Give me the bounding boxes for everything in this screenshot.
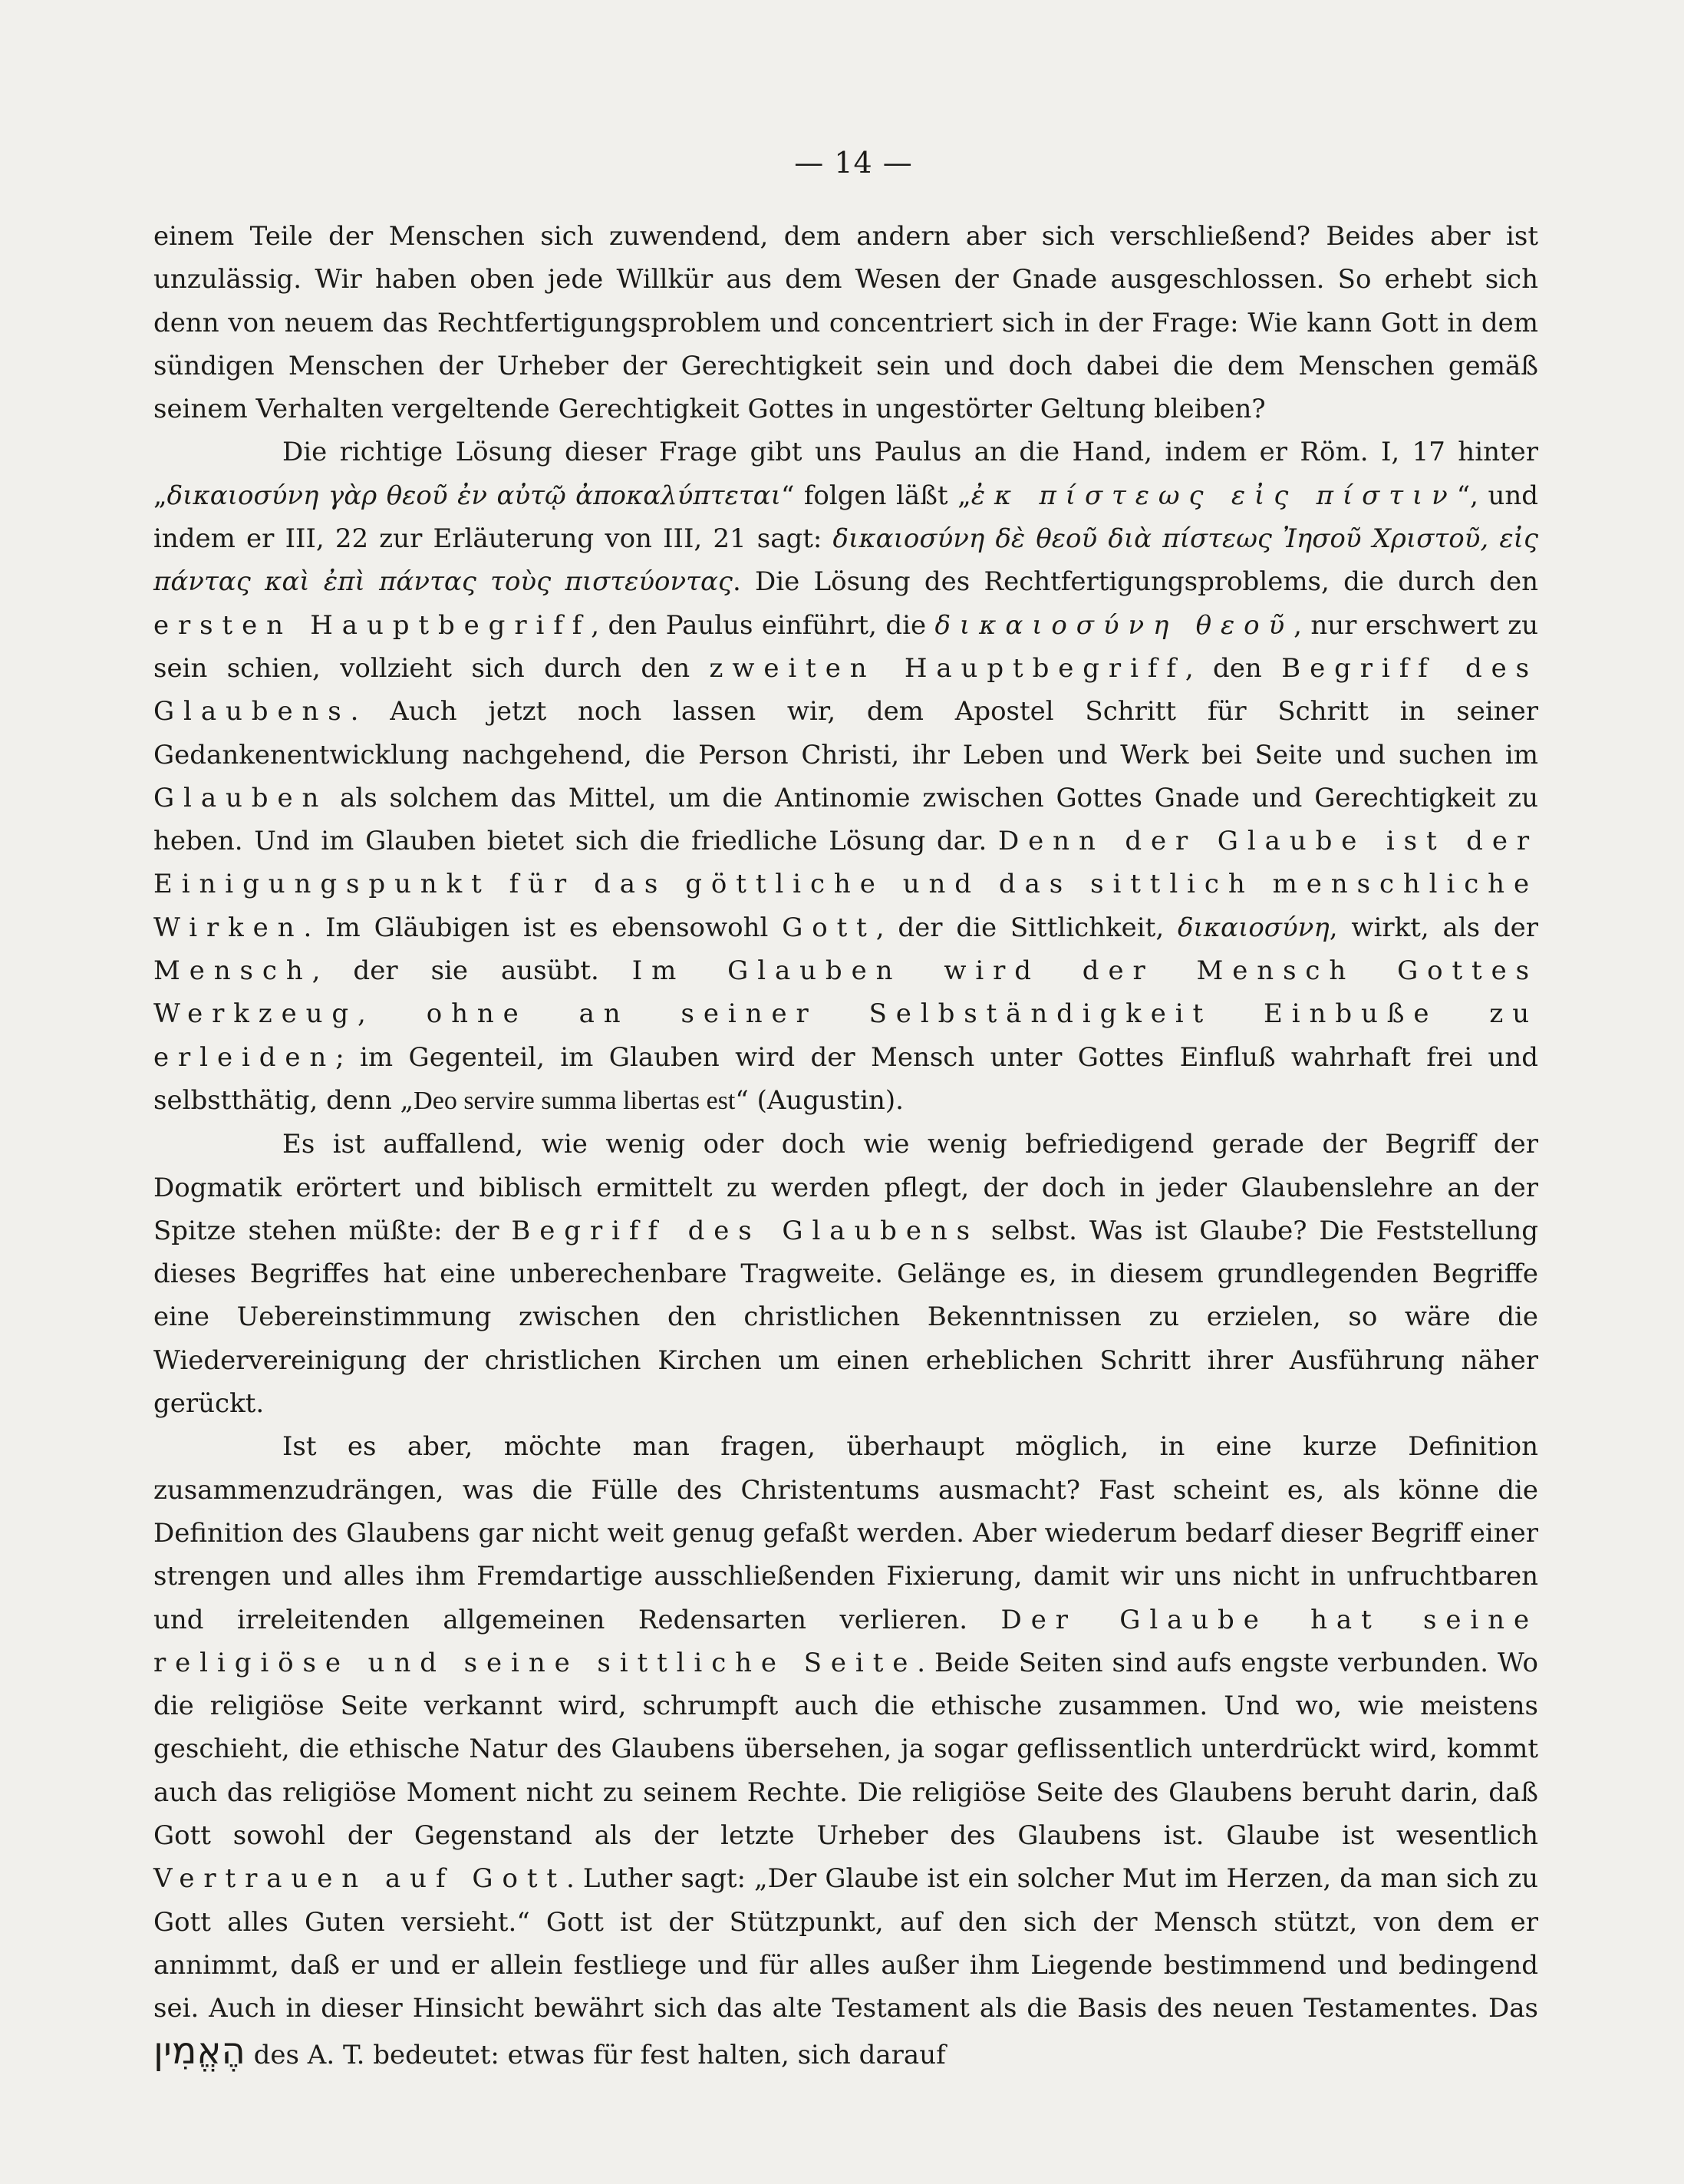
- emphasis-text: δικαιοσύνη γὰρ θεοῦ ἐν αὐτῷ ἀποκαλύπτεται: [166, 480, 781, 511]
- text-run: . Die Lösung des Rechtfertigungsproblems, die durch den: [732, 566, 1539, 598]
- text-run: Ist es aber, möchte man fragen, überhaupt möglich, in eine kurze Definition zusammenzudrängen, was die Fülle des Christentums ausmacht? Fast scheint es, als könne die Definition des Glaubens gar nicht weit genug gefaßt werden. Aber wiederum bedarf dieser Begriff einer strengen und alles ihm Fremdartige ausschließenden Fixierung, damit wir uns nicht in unfruchtbaren und irreleitenden allgemeinen Redensarten verlieren.: [153, 1431, 1538, 1635]
- emphasis-text: Glauben: [153, 782, 328, 813]
- text-run: , den Paulus einführt, die: [591, 609, 935, 641]
- emphasis-text: Denn der Glaube ist der Einigungspunkt für das göttliche und das sittlich menschliche Wirken: [153, 826, 1538, 943]
- text-run: Es ist auffallend, wie wenig oder doch wie wenig befriedigend gerade der Begriff der Dogmatik erörtert und biblisch ermittelt zu werden pflegt, der doch in jeder Glaubenslehre an der Spitze stehen müßte: der: [153, 1129, 1538, 1246]
- text-run: . Luther sagt: „Der Glaube ist ein solcher Mut im Herzen, da man sich zu Gott alles Guten versieht.“ Gott ist der Stützpunkt, auf den sich der Mensch stützt, von dem er annimmt, daß er und er allein festliege und für alles außer ihm Liegende bestimmend und bedingend sei. Auch in dieser Hinsicht bewährt sich das alte Testament als die Basis des neuen Testamentes. Das: [153, 1863, 1538, 2024]
- text-run: “ folgen läßt „: [780, 480, 971, 511]
- text-run: , nur erschwert zu sein schien, vollzieht sich durch den: [153, 609, 1539, 684]
- emphasis-text: Deo servire summa libertas est: [414, 1086, 736, 1115]
- emphasis-text: δικαιοσύνη δὲ θεοῦ διὰ πίστεως Ἰησοῦ Χριστοῦ, εἰς πάντας καὶ ἐπὶ πάντας τοὺς πιστεύοντας: [153, 523, 1538, 598]
- emphasis-text: Der Glaube hat seine religiöse und seine sittliche Seite: [153, 1604, 1538, 1678]
- emphasis-text: Vertrauen auf Gott: [153, 1863, 566, 1895]
- text-run: . Im Gläubigen ist es ebensowohl: [303, 912, 783, 943]
- emphasis-text: Begriff des Glaubens: [153, 652, 1538, 727]
- emphasis-text: Begriff des Glaubens: [511, 1215, 980, 1246]
- emphasis-text: zweiten Hauptbegriff: [709, 652, 1185, 684]
- text-run: , der sie ausübt.: [311, 955, 632, 987]
- emphasis-text: ἐκ πίστεως εἰς πίστιν: [971, 480, 1457, 511]
- text-run: , den: [1185, 652, 1282, 684]
- emphasis-text: הֶאֱמִין: [153, 2030, 246, 2073]
- text-run: selbst. Was ist Glaube? Die Feststellung dieses Begriffes hat eine unberechenbare Tragweite. Gelänge es, in diesem grundlegenden Begriffe eine Uebereinstimmung zwischen den christlichen Bekenntnissen zu erzielen, so wäre die Wiedervereinigung der christlichen Kirchen um einen erheblichen Schritt ihrer Ausführung näher gerückt.: [153, 1215, 1538, 1420]
- paragraph-p3: [153, 1123, 1538, 1425]
- text-run: . Auch jetzt noch lassen wir, dem Apostel Schritt für Schritt in seiner Gedankenentwicklung nachgehend, die Person Christi, ihr Leben und Werk bei Seite und suchen im: [153, 696, 1538, 770]
- paragraph-p4: [153, 1425, 1538, 2077]
- page-number: — 14 —: [794, 146, 913, 180]
- text-run: einem Teile der Menschen sich zuwendend, dem andern aber sich verschließend? Beides aber ist unzulässig. Wir haben oben jede Willkür aus dem Wesen der Gnade ausgeschlossen. So erhebt sich denn von neuem das Rechtfertigungsproblem und concentriert sich in der Frage: Wie kann Gott in dem sündigen Menschen der Urheber der Gerechtigkeit sein und doch dabei die dem Menschen gemäß seinem Verhalten vergeltende Gerechtigkeit Gottes in ungestörter Geltung bleiben?: [153, 221, 1538, 425]
- text-run: als solchem das Mittel, um die Antinomie zwischen Gottes Gnade und Gerechtigkeit zu heben. Und im Glauben bietet sich die friedliche Lösung dar.: [153, 782, 1538, 857]
- text-run: “, und indem er III, 22 zur Erläuterung von III, 21 sagt:: [153, 480, 1538, 555]
- paragraph-p1: [153, 215, 1538, 431]
- body-text: [153, 215, 1538, 2077]
- text-run: , der die Sittlichkeit,: [875, 912, 1178, 943]
- emphasis-text: δικαιοσύνη θεοῦ: [934, 609, 1294, 641]
- text-run: “ (Augustin).: [735, 1084, 904, 1116]
- text-run: des A. T. bedeutet: etwas für fest halten, sich darauf: [245, 2040, 946, 2071]
- emphasis-text: Mensch: [153, 955, 312, 987]
- paragraph-p2: [153, 431, 1538, 1123]
- text-run: . Beide Seiten sind aufs engste verbunden. Wo die religiöse Seite verkannt wird, schrumpft auch die ethische zusammen. Und wo, wie meistens geschieht, die ethische Natur des Glaubens übersehen, ja sogar geflissentlich unterdrückt wird, kommt auch das religiöse Moment nicht zu seinem Rechte. Die religiöse Seite des Glaubens beruht darin, daß Gott sowohl der Gegenstand als der letzte Urheber des Glaubens ist. Glaube ist wesentlich: [153, 1647, 1538, 1851]
- emphasis-text: Gott: [782, 912, 876, 943]
- emphasis-text: δικαιοσύνη: [1177, 912, 1330, 943]
- text-run: , wirkt, als der: [1329, 912, 1539, 943]
- emphasis-text: Im Glauben wird der Mensch Gottes Werkzeug, ohne an seiner Selbständigkeit Einbuße zu erleiden: [153, 955, 1538, 1073]
- text-run: ; im Gegenteil, im Glauben wird der Mensch unter Gottes Einfluß wahrhaft frei und selbstthätig, denn „: [153, 1041, 1538, 1116]
- emphasis-text: ersten Hauptbegriff: [153, 609, 592, 641]
- text-run: Die richtige Lösung dieser Frage gibt uns Paulus an die Hand, indem er Röm. I, 17 hinter „: [153, 437, 1538, 511]
